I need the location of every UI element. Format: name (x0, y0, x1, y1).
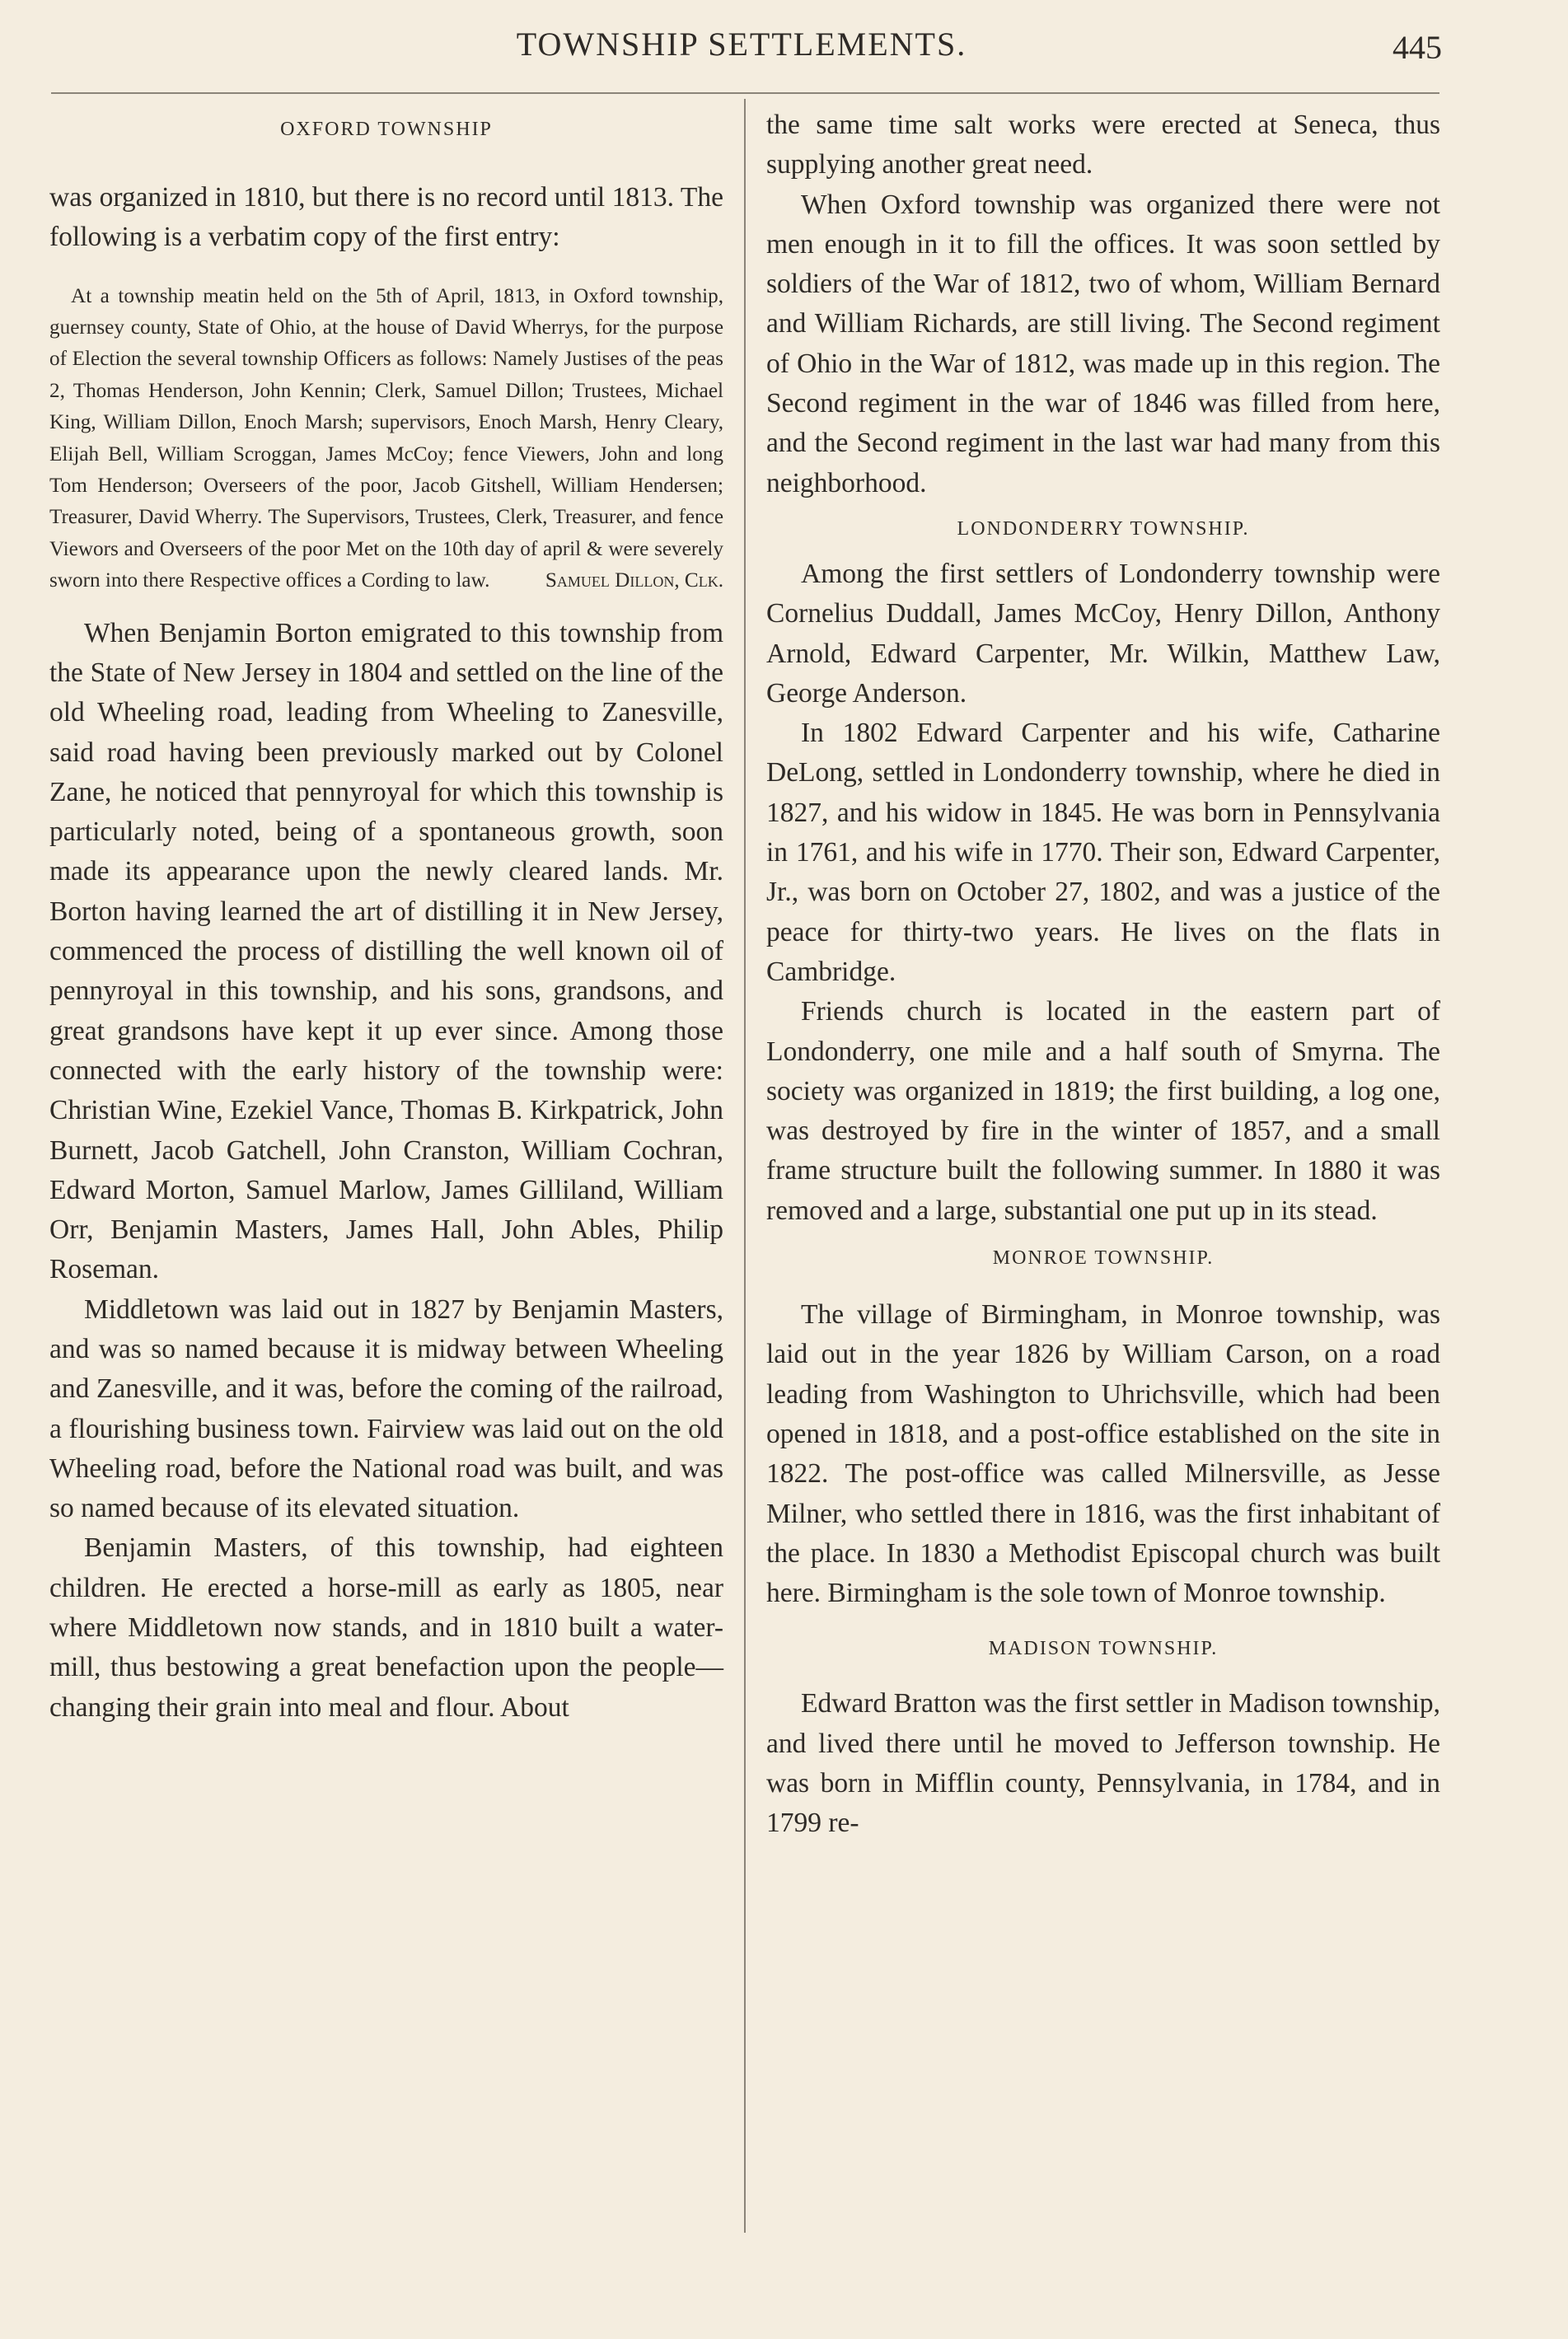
column-divider (744, 99, 746, 2233)
first-entry-quote (49, 281, 723, 597)
right-column (766, 105, 1440, 1844)
friends-church-paragraph: Friends church is located in the eastern part of Londonderry, one mile and a half south of Smyrna. The society was organized in 1819; the first building, a log one, was destroyed by fire in the winter of 1857, and a small frame structure built the following summer. In 1880 it was removed and a large, substantial one put up in its stead. (766, 996, 1440, 1226)
left-column (49, 107, 723, 1728)
page-header-title: TOWNSHIP SETTLEMENTS. (516, 26, 967, 63)
section-heading-londonderry: LONDONDERRY TOWNSHIP. (957, 517, 1250, 540)
section-heading-oxford: OXFORD TOWNSHIP (280, 119, 493, 140)
section-heading-madison: MADISON TOWNSHIP. (988, 1638, 1219, 1660)
oxford-soldiers-paragraph: When Oxford township was organized there were not men enough in it to fill the offices. It was soon settled by soldiers of the War of 1812, two of whom, William Bernard and William Richards, are still living. The Second regiment of Ohio in the War of 1812, was made up in this region. The Second regiment in the war of 1846 was filled from here, and the Second regiment in the last war had many from this neighborhood. (766, 189, 1440, 498)
borton-paragraph: When Benjamin Borton emigrated to this township from the State of New Jersey in 1804 and settled on the line of the old Wheeling road, leading from Wheeling to Zanesville, said road having been previously marked out by Colonel Zane, he noticed that pennyroyal for which this township is particularly noted, being of a spontaneous growth, soon made its appearance upon the newly cleared lands. Mr. Borton having learned the art of distilling it in New Jersey, commenced the process of distilling the well known oil of pennyroyal in this township, and his sons, grandsons, and great grandsons have kept it up ever since. Among those connected with the early history of the township were: Christian Wine, Ezekiel Vance, Thomas B. Kirkpatrick, John Burnett, Jacob Gatchell, John Cranston, William Cochran, Edward Morton, Samuel Marlow, James Gilliland, William Orr, Benjamin Masters, James Hall, John Ables, Philip Roseman. (49, 617, 723, 1285)
birmingham-paragraph: The village of Birmingham, in Monroe township, was laid out in the year 1826 by William Carson, on a road leading from Washington to Uhrichsville, which had been opened in 1818, and a post-office established on the site in 1822. The post-office was called Milnersville, as Jesse Milner, who settled there in 1816, was the first inhabitant of the place. In 1830 a Methodist Episcopal church was built here. Birmingham is the sole town of Monroe township. (766, 1299, 1440, 1609)
bratton-paragraph: Edward Bratton was the first settler in Madison township, and lived there until he moved to Jefferson township. He was born in Mifflin county, Pennsylvania, in 1784, and in 1799 re- (766, 1688, 1440, 1839)
oxford-intro-paragraph: was organized in 1810, but there is no record until 1813. The following is a verbatim copy of the first entry: (49, 182, 723, 253)
continuation-paragraph: the same time salt works were erected at Seneca, thus supplying another great need. (766, 110, 1440, 180)
quote-signature: Samuel Dillon, Clk. (545, 569, 723, 592)
londonderry-settlers-paragraph: Among the first settlers of Londonderry township were Cornelius Duddall, James McCoy, Henry Dillon, Anthony Arnold, Edward Carpenter, Mr. Wilkin, Matthew Law, George Anderson. (766, 558, 1440, 709)
quote-text: At a township meatin held on the 5th of April, 1813, in Oxford township, guernsey county, State of Ohio, at the house of David Wherrys, for the purpose of Election the several township Officers as follows: Namely Justises of the peas 2, Thomas Henderson, John Kennin; Clerk, Samuel Dillon; Trustees, Michael King, William Dillon, Enoch Marsh; supervisors, Enoch Marsh, Henry Cleary, Elijah Bell, William Scroggan, James McCoy; fence Viewers, John and long Tom Henderson; Overseers of the poor, Jacob Gitshell, William Hendersen; Treasurer, David Wherry. The Supervisors, Trustees, Clerk, Treasurer, and fence Viewors and Overseers of the poor Met on the 10th day of april & were severely sworn into there Respective offices a Cording to law. (49, 284, 723, 592)
middletown-paragraph: Middletown was laid out in 1827 by Benjamin Masters, and was so named because it is midway between Wheeling and Zanesville, and it was, before the coming of the railroad, a flourishing business town. Fairview was laid out on the old Wheeling road, before the National road was built, and was so named because of its elevated situation. (49, 1293, 723, 1524)
carpenter-paragraph: In 1802 Edward Carpenter and his wife, Catharine DeLong, settled in Londonderry township, where he died in 1827, and his widow in 1845. He was born in Pennsylvania in 1761, and his wife in 1770. Their son, Edward Carpenter, Jr., was born on October 27, 1802, and was a justice of the peace for thirty-two years. He lives on the flats in Cambridge. (766, 718, 1440, 987)
section-heading-monroe: MONROE TOWNSHIP. (992, 1247, 1215, 1270)
masters-paragraph: Benjamin Masters, of this township, had eighteen children. He erected a horse-mill as early as 1805, near where Middletown now stands, and in 1810 built a water-mill, thus bestowing a great benefaction upon the people—changing their grain into meal and flour. About (49, 1532, 723, 1723)
header-divider (51, 92, 1439, 94)
page-number: 445 (1392, 29, 1442, 66)
